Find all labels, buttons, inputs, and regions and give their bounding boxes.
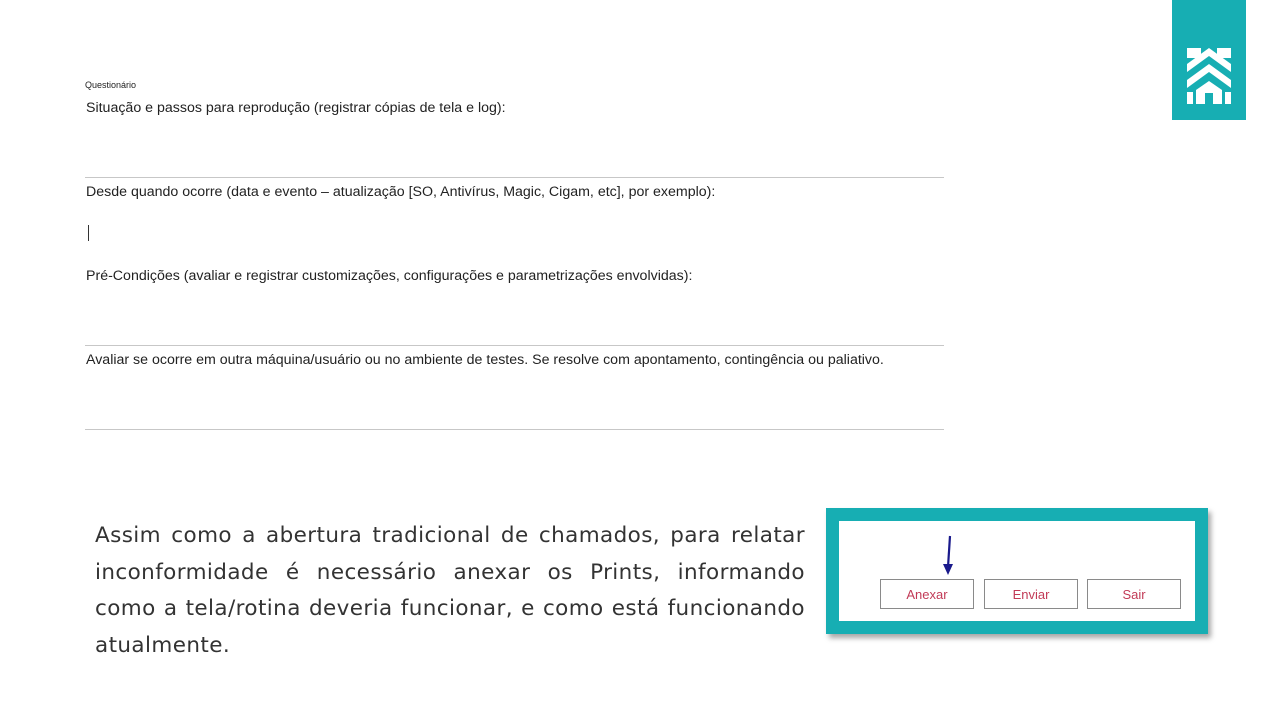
- text-cursor[interactable]: [88, 225, 89, 241]
- arrow-down-icon: [941, 535, 955, 577]
- dialog-panel: [839, 521, 1195, 621]
- question-other-machine: Avaliar se ocorre em outra máquina/usuário ou no ambiente de testes. Se resolve com apontamento, contingência ou paliativo.: [86, 352, 884, 368]
- exit-button[interactable]: Sair: [1087, 579, 1181, 609]
- attach-button[interactable]: Anexar: [880, 579, 974, 609]
- description-paragraph: Assim como a abertura tradicional de chamados, para relatar inconformidade é necessário anexar os Prints, informando como a tela/rotina deveria funcionar, e como está funcionando atualmente.: [95, 523, 805, 658]
- question-since-when: Desde quando ocorre (data e evento – atualização [SO, Antivírus, Magic, Cigam, etc], por exemplo):: [86, 184, 716, 200]
- company-logo: [1172, 0, 1246, 120]
- question-reproduction: Situação e passos para reprodução (registrar cópias de tela e log):: [86, 100, 506, 116]
- house-logo-icon: [1184, 46, 1234, 106]
- dialog-frame: [826, 508, 1208, 634]
- send-button[interactable]: Enviar: [984, 579, 1078, 609]
- divider: [85, 345, 944, 346]
- divider: [85, 429, 944, 430]
- form-title: Questionário: [85, 80, 137, 90]
- question-preconditions: Pré-Condições (avaliar e registrar customizações, configurações e parametrizações envolvidas):: [86, 268, 693, 284]
- divider: [85, 177, 944, 178]
